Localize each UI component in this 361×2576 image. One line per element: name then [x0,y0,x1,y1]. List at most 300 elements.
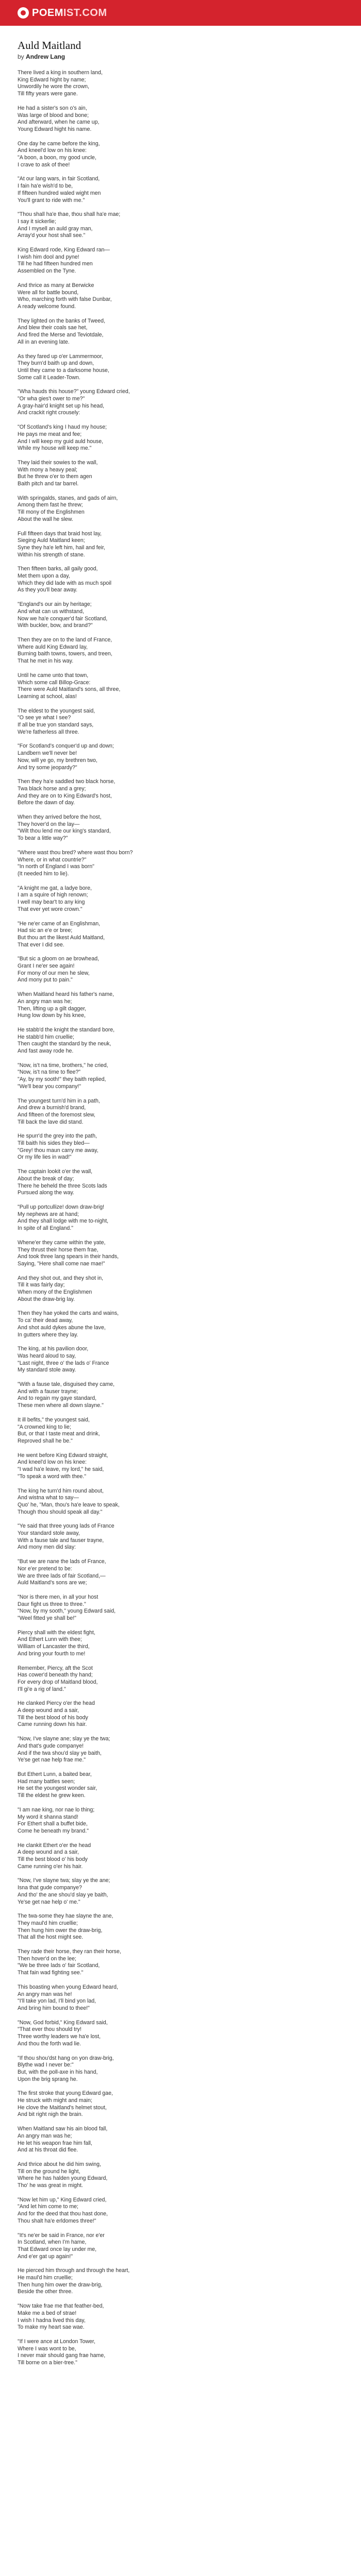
stanza [18,2020,343,2048]
site-logo[interactable] [18,7,107,19]
poem-line: "For Scotland's conquer'd up and down; [18,743,114,750]
stanza [18,1736,343,1764]
poem-line: Till the eldest he grew keen. [18,1792,86,1799]
poem-line: And Ethert Lunn with thee; [18,1636,82,1643]
poem-line: It ill befits," the youngest said, [18,1416,90,1423]
poem-line: And drew a burnish'd brand, [18,1105,86,1111]
poem-line: "O see ye what I see? [18,715,71,721]
poem-line: And what can us withstand, [18,608,84,615]
poem-line: Which some call Billop-Grace: [18,679,91,686]
poem-line: There he beheld the three Scots lads [18,1182,107,1189]
poem-line: "Thou shall ha'e thae, thou shall ha'e mae; [18,211,121,218]
poem-line: About the break of day; [18,1175,74,1182]
poem-line: Piercy shall with the eldest fight, [18,1629,95,1636]
stanza [18,1807,343,1835]
stanza [18,1133,343,1161]
poem-line: All in an evening late. [18,338,70,345]
stanza [18,70,343,98]
poem-line: If fifteen hundred waled wight men [18,190,101,196]
poem-line: "That ever thou should try! [18,2026,81,2033]
poem-line: He clove the Maitland's helmet stout, [18,2104,107,2111]
poem-line: Till back the lave did stand. [18,1118,84,1125]
stanza [18,2303,343,2331]
poem-line: And they shall lodge with me to-night, [18,1218,109,1225]
stanza [18,105,343,133]
poem-line: And if the twa shou'd slay ye baith, [18,1750,102,1756]
poem-line: "Now, I've slayne twa; slay ye the ane; [18,1877,110,1884]
poem-line: And with a fauser trayne; [18,1388,78,1395]
poem-line: I am a squire of high renown; [18,892,88,899]
poem-line: Daur fight us three to three." [18,1601,86,1607]
poem-line: But, or that I taste meat and drink, [18,1431,100,1437]
poem-line: For every drop of Maitland blood, [18,1679,98,1685]
poem-line: He clanked Piercy o'er the head [18,1700,95,1707]
poem-line: Saying, "Here shall come nae mae!" [18,1260,105,1267]
poem-line: Until he came unto that town, [18,672,89,679]
poem-line: You'll grant to ride with me." [18,197,85,204]
poem-line: "A boon, a boon, my good uncle, [18,155,96,161]
poem-line: Before the dawn of day. [18,800,75,806]
poem-line: Some call it Leader-Town. [18,374,80,381]
poem-line: Then they ha'e saddled two black horse, [18,778,116,785]
poem-line: The eldest to the youngest said, [18,707,95,714]
poem-line: I'll gi'e a rig of land." [18,1686,66,1692]
stanza [18,1523,343,1551]
poem-line: For mony of our men he slew, [18,970,90,976]
poem-line: And I will keep my guid auld house, [18,438,104,445]
poem-line: And fired the Merse and Teviotdale, [18,332,104,338]
stanza [18,1984,343,2012]
poem-line: He pays me meat and fee; [18,431,82,437]
poem-line: Landbern we'll never be! [18,750,77,757]
stanza [18,2197,343,2225]
poem-line: And they are on to King Edward's host, [18,792,112,799]
poem-line: With springalds, stanes, and gads of airn, [18,495,118,501]
poem-line: "Where wast thou bred? where wast thou born? [18,849,133,856]
stanza [18,2267,343,2296]
poem-line: "He ne'er came of an Englishman, [18,920,101,927]
stanza [18,211,343,240]
poem-line: Ye'se get nae help o' me." [18,1899,80,1905]
poem-line: As they you'll bear away. [18,587,78,594]
poem-line: He went before King Edward straight, [18,1452,108,1459]
poem-line: An angry man was he; [18,2132,72,2139]
poem-line: Where auld King Edward lay, [18,643,88,650]
poem-line: To bear a little way?" [18,835,68,842]
poem-line: Your standard stole away, [18,1530,80,1537]
stanza [18,2090,343,2119]
poem-line: While my house will keep me." [18,445,92,452]
stanza [18,1062,343,1091]
poem-line: An angry man was he; [18,998,72,1005]
poem-line: Then they are on to the land of France, [18,637,112,643]
poem-line: There lived a king in southern land, [18,70,103,76]
stanza [18,1913,343,1941]
poem-line: That ever yet wore crown." [18,906,83,912]
poem-line: He set the youngest wonder sair, [18,1785,97,1792]
poem-line: "It's ne'er be said in France, nor e'er [18,2232,105,2239]
stanza [18,1346,343,1374]
poem-line: And fast away rode he. [18,1048,74,1055]
poem-line: Sieging Auld Maitland keen; [18,537,85,544]
poem-line: King Edward hight by name; [18,76,86,83]
stanza [18,743,343,771]
poem-line: Then fifteen barks, all gaily good, [18,566,98,572]
poem-line: "Ye said that three young lads of France [18,1523,114,1530]
poem-line: I say it sickerlie; [18,218,56,225]
stanza [18,1877,343,1906]
stanza [18,1204,343,1232]
poem-line: When mony of the Englishmen [18,1289,92,1296]
poem-line: "A knight me gat, a ladye bore, [18,885,92,891]
poem-line: Pursued along the way. [18,1190,74,1196]
poem-line: A gray-hair'd knight set up his head, [18,402,105,409]
poem-line: He spurr'd the grey into the path, [18,1133,97,1140]
poem-line: In spite of all England." [18,1225,74,1232]
stanza [18,601,343,630]
poem-line: I crave to ask of thee! [18,161,70,168]
poem-line: Till borne on a bier-tree." [18,2360,77,2366]
logo-text-prefix: POEM [32,7,63,19]
poem-line: And wistna what to say— [18,1495,79,1501]
stanza [18,2055,343,2083]
poem-line: And shot auld dykes abune the lave, [18,1324,106,1331]
poem-line: If all be true yon standard says, [18,722,94,728]
poem-line: Assembled on the Tyne. [18,268,76,275]
byline-label: by [18,53,24,60]
poem-line: And for the deed that thou hast done, [18,2211,108,2217]
poem-line: Till on the ground he light, [18,2168,80,2175]
poem-line: As they fared up o'er Lammermoor, [18,353,103,360]
poem-line: They laid their sowies to the wall, [18,459,98,466]
poem-line: Among them fast he threw; [18,502,83,509]
poem-line: Three worthy leaders we ha'e lost, [18,2033,101,2040]
poem-line: When Maitland heard his father's name, [18,991,114,998]
poem-line: "I am nae king, nor nae lo thing; [18,1806,95,1813]
logo-icon [18,7,29,19]
poem-line: He had a sister's son o's ain, [18,105,87,111]
poem-line: About the draw-brig lay. [18,1296,75,1302]
stanza [18,1488,343,1516]
poem-line: The youngest turn'd him in a path, [18,1097,100,1104]
stanza [18,460,343,488]
poem-line: Then they hae yoked the carts and wains, [18,1310,119,1317]
poem-line: Where he has halden young Edward, [18,2175,108,2182]
poem-line: Were all for battle bound, [18,289,79,296]
stanza [18,850,343,878]
poem-line: A ready welcome found. [18,303,76,310]
poem-line: Then caught the standard by the neuk, [18,1041,111,1047]
poem-line: "At our lang wars, in fair Scotland, [18,176,100,182]
poem-line: With buckler, bow, and brand?" [18,622,93,629]
stanza [18,1842,343,1871]
poem-line: And e'er gat up again!" [18,2253,73,2260]
poem-line: Auld Maitland's sons are we; [18,1580,87,1586]
poem-line: I never mair should gang frae hame, [18,2352,106,2359]
stanza [18,637,343,665]
poem-line: With a fause tale and fauser trayne, [18,1537,104,1544]
poem-line: Full fifteen days that braid host lay, [18,530,102,537]
poem-line: Within his strength of stane. [18,551,85,558]
poem-line: Now we ha'e conquer'd fair Scotland, [18,615,108,622]
poem-line: Then hung him ower the draw-brig, [18,2281,103,2288]
poem-line: I wish him dool and pyne! [18,253,79,260]
poem-line: And they shot out, and they shot in, [18,1275,104,1281]
poem-line: Was large of blood and bone; [18,112,89,118]
poem-line: And crackit right crousely: [18,410,80,416]
poem-line: And thou the forth wad lie. [18,2040,81,2047]
site-header [0,0,361,26]
stanza [18,566,343,594]
poem-line: "Now, by my sooth," young Edward said, [18,1608,116,1615]
poem-line: And at his throat did flee. [18,2147,78,2154]
poem-line: Where I was wont to be, [18,2345,76,2352]
poem-line: That ever I did see. [18,941,64,948]
poem-line: But Ethert Lunn, a baited bear, [18,1771,92,1777]
poem-line: And took three lang spears in their hands, [18,1253,119,1260]
poem-line: "To speak a word with thee." [18,1473,86,1480]
poem-line: And I mysell an auld gray man, [18,225,93,232]
poem-line: But thou art the likest Auld Maitland, [18,934,105,941]
poem-line: They rade their horse, they ran their horse, [18,1948,121,1955]
poem-line: "Now let him up," King Edward cried, [18,2196,107,2203]
stanza [18,2338,343,2367]
poem-line: "Or wha gies't ower to me?" [18,396,85,402]
poem-line: He stabb'd him cruellie; [18,1033,74,1040]
stanza [18,424,343,452]
poem-line: My nephews are at hand; [18,1211,79,1217]
poem-line: We are three lads of fair Scotland,— [18,1572,106,1579]
stanza [18,885,343,913]
poem-line: "Now take frae me that feather-bed, [18,2303,104,2310]
poem-line: A deep wound and a sair, [18,1707,79,1714]
stanza [18,141,343,169]
poem-line: Till the best blood of his body [18,1714,88,1721]
stanza [18,1381,343,1410]
stanza [18,176,343,204]
poem-line: And kneel'd low on his knee: [18,1459,87,1466]
poem-line: "Now, I've slayne ane; slay ye the twa; [18,1736,110,1742]
poem-line: And mony men did slay: [18,1544,76,1551]
poem-line: "Now, is't na time to flee?" [18,1069,81,1076]
stanza [18,495,343,523]
logo-text [32,8,107,18]
poem-line: Twa black horse and a grey; [18,785,86,792]
poem-line: He maul'd him cruellie; [18,2275,73,2281]
poem-line: Then, lifting up a gilt dagger, [18,1005,87,1012]
poem-line: With mony a heavy peal; [18,466,77,473]
poem-title: Auld Maitland [18,39,81,52]
poem-line: "I'll take yon lad, I'll bind yon lad, [18,1998,96,2005]
poem-line: Reproved shall he be." [18,1437,73,1444]
poem-line: Came running o'er his hair. [18,1863,83,1870]
poem-line: Array'd your host shall see." [18,232,86,239]
poem-line: Came running down his hair. [18,1721,87,1728]
stanza [18,991,343,1020]
poem-line: And blew their coals sae het, [18,325,88,331]
poem-line: King Edward rode, King Edward ran— [18,247,110,253]
poem-line: Remember, Piercy, aft the Scot [18,1665,93,1671]
poem-line: That Edward once lay under me, [18,2246,97,2252]
stanza [18,531,343,559]
poem-line: Young Edward hight his name. [18,126,92,132]
author-link[interactable]: Andrew Lang [26,53,65,60]
poem-line: "Wilt thou lend me our king's standard, [18,828,111,835]
poem-line: An angry man was he! [18,1991,72,1997]
poem-line: And try some jeopardy?" [18,764,77,771]
stanza [18,1168,343,1197]
poem-line: Now, will ye go, my brethren two, [18,757,97,764]
byline [18,53,343,60]
stanza [18,956,343,984]
poem-line: In gutters where they lay. [18,1331,78,1338]
poem-line: Till it was fairly day; [18,1282,65,1289]
poem-line: "England's our ain by heritage; [18,601,92,608]
stanza [18,247,343,275]
poem-line: "If thou shou'dst hang on yon draw-brig, [18,2055,114,2061]
poem-line: These men where all down slayne." [18,1402,104,1409]
poem-line: Then hover'd on the lee; [18,1955,76,1962]
poem-line: Has cower'd beneath thy hand; [18,1672,93,1679]
poem-line: "Nor is there men, in all your host [18,1594,99,1600]
poem-line: Ye'se get nae help frae me." [18,1757,86,1764]
poem-line: Quo' he, "Man, thou's ha'e leave to speak, [18,1501,120,1508]
poem-line: Blythe wad I never be:" [18,2062,74,2069]
poem-line: Till he had fifteen hundred men [18,261,93,267]
poem-line: Or my life lies in wad!" [18,1154,72,1161]
poem-line: The twa-some they hae slayne the ane, [18,1913,113,1920]
stanza [18,318,343,346]
poem-line: Make me a bed of strae! [18,2310,77,2316]
poem-line: To make my heart sae wae. [18,2324,85,2331]
poem-line: "Pull up portcullize! down draw-brig! [18,1204,105,1210]
poem-line: "Last night, three o' the lads o' France [18,1360,109,1366]
poem-line: "We be three lads o' fair Scotland, [18,1962,100,1969]
stanza [18,1417,343,1445]
poem-line: "But we are nane the lads of France, [18,1558,106,1565]
poem-line: "But sic a gloom on ae browhead, [18,956,100,962]
poem-line: And that's gude companye! [18,1742,84,1749]
poem-line: And afterward, when he came up, [18,119,100,126]
poem-line: "Weel fitted ye shall be!" [18,1615,76,1622]
poem-line: And to regain my gaye standard, [18,1395,97,1402]
poem-line: Learning at school, alas! [18,693,77,700]
poem-line: Till mony of the Englishmen [18,509,85,516]
stanza [18,708,343,736]
poem-line: Had many battles seen; [18,1778,75,1785]
poem-line: Until they came to a darksome house, [18,367,109,374]
poem-line: William of Lancaster the third, [18,1643,90,1650]
stanza [18,921,343,949]
poem-page [0,26,361,2367]
poem-line: Till fifty years were gane. [18,91,78,97]
poem-line: In Scotland, when I'm hame, [18,2239,87,2246]
stanza [18,814,343,842]
poem-line: One day he came before the king, [18,140,100,147]
poem-line: And mony put to pain." [18,977,73,984]
stanza [18,1310,343,1338]
poem-line: And tho' the ane shou'd slay ye baith, [18,1891,108,1898]
poem-line: They thrust their horse them frae, [18,1246,99,1253]
poem-line: "I wad ha'e leave, my lord," he said, [18,1466,104,1473]
poem-line: Though thou should speak all day." [18,1509,103,1515]
poem-line: There were Auld Maitland's sons, all three, [18,686,121,693]
poem-line: And thrice as many at Berwicke [18,282,94,289]
poem-line: I well may bear't to any king [18,899,85,906]
poem-line: (It needed him to lie). [18,870,69,877]
poem-line: They burn'd baith up and down, [18,360,94,367]
poem-line: Thou shalt ha'e erldomes three!" [18,2217,96,2224]
poem-line: "Grey! thou maun carry me away, [18,1147,99,1154]
poem-line: He clankit Ethert o'er the head [18,1842,91,1849]
poem-line: He pierced him through and through the heart, [18,2267,130,2274]
poem-line: And bring him bound to thee!" [18,2005,90,2011]
poem-line: Beside the other three. [18,2289,73,2295]
poem-line: And kneel'd low on his knee: [18,147,87,154]
poem-line: Upon the brig sprang he. [18,2076,78,2082]
poem-line: He struck with might and main; [18,2097,92,2104]
poem-line: Nor e'er pretend to be: [18,1565,72,1572]
poem-line: Whene'er they came within the yate, [18,1239,106,1246]
poem-line: Grant I ne'er see again! [18,963,75,970]
poem-line: Isna that gude companye? [18,1885,82,1891]
poem-line: He stabb'd the knight the standard bore, [18,1026,115,1033]
poem-line: Hung low down by his knee, [18,1012,86,1019]
poem-line: Burning baith towns, towers, and treen, [18,651,112,657]
poem-line: They maul'd him cruellie; [18,1920,78,1926]
poem-line: My standard stole away. [18,1367,76,1374]
poem-line: But he threw o'er to them agen [18,473,92,480]
stanza [18,2126,343,2154]
stanza [18,353,343,382]
poem-line: Till baith his sides they bled— [18,1140,90,1147]
poem-line: About the wall he slew. [18,516,73,522]
poem-line: But, with the poll-axe in his hand, [18,2069,98,2075]
stanza [18,2161,343,2190]
stanza [18,388,343,417]
stanza [18,1452,343,1481]
stanza [18,1594,343,1622]
stanza [18,1700,343,1728]
poem-line: A deep wound and a sair, [18,1849,79,1856]
stanza [18,1665,343,1693]
poem-line: I fain ha'e wish'd to be, [18,183,73,190]
poem-line: "And let him come to me; [18,2204,78,2210]
poem-line: Unwordily he wore the crown, [18,83,89,90]
poem-line: Come he beneath my brand." [18,1827,89,1834]
poem-line: Which they did lade with as much spoil [18,580,111,586]
stanza [18,672,343,701]
poem-line: The king, at his pavilion door, [18,1346,89,1352]
poem-line: "We'll bear you company!" [18,1083,81,1090]
poem-line: They hover'd on the lay— [18,821,80,827]
poem-line: "With a fause tale, disguised they came, [18,1381,115,1388]
stanza [18,2232,343,2261]
poem-line: Where, or in what countrie?" [18,856,87,863]
poem-line: Baith pitch and tar barrel. [18,481,79,487]
poem-line: He let his weapon frae him fall, [18,2140,92,2146]
poem-line: The first stroke that young Edward gae, [18,2090,113,2097]
poem-line: "A crowned king to lie; [18,1423,71,1430]
poem-line: That all the host might see. [18,1934,84,1941]
poem-body [18,70,343,2367]
poem-line: Then hung him ower the draw-brig, [18,1927,103,1934]
poem-line: Had sic an e'e or bree; [18,927,73,934]
poem-line: Who, marching forth with false Dunbar, [18,296,112,303]
stanza [18,1558,343,1587]
poem-line: "In north of England I was born" [18,863,94,870]
poem-line: The king he turn'd him round about, [18,1487,104,1494]
